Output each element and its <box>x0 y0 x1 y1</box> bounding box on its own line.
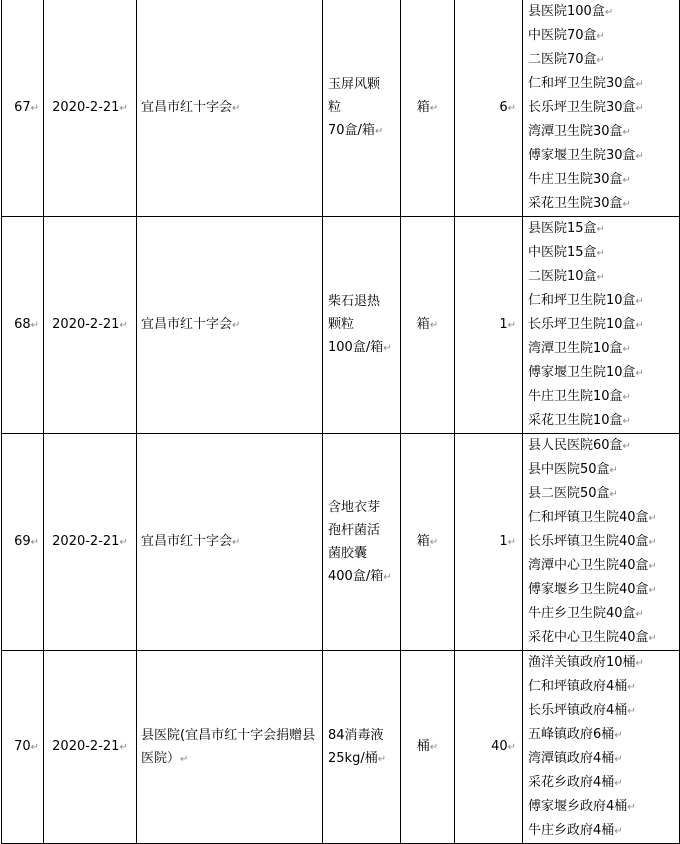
unit-cell-text: 箱 <box>416 534 430 549</box>
distribution-line <box>528 482 675 506</box>
row-number-text: 69 <box>14 534 31 549</box>
unit-cell <box>401 0 455 217</box>
distribution-line-text: 渔洋关镇政府10桶 <box>528 655 636 670</box>
item-line <box>328 496 398 519</box>
donor-text: 宜昌市红十字会 <box>141 534 233 549</box>
distribution-line <box>528 217 675 241</box>
distribution-line <box>528 265 675 289</box>
unit-cell-text: 箱 <box>416 100 430 115</box>
unit-cell-text: 桶 <box>416 739 430 754</box>
unit-cell <box>401 217 455 434</box>
distribution-line <box>528 506 675 530</box>
row-number-text: 68 <box>14 317 31 332</box>
distribution-line <box>528 24 675 48</box>
item-line <box>328 519 398 542</box>
distribution-line-text: 傅家堰乡卫生院40盒 <box>528 582 649 597</box>
paragraph-mark-icon: ↵ <box>614 826 623 837</box>
distribution-line-text: 二医院70盒 <box>528 52 597 67</box>
item-line-text: 100盒/箱 <box>328 340 384 355</box>
distribution-line <box>528 0 675 24</box>
distribution-cell <box>523 651 680 844</box>
table-row <box>2 651 680 844</box>
donor-text: 县医院(宜昌市红十字会捐赠县医院） <box>141 727 316 766</box>
paragraph-mark-icon: ↵ <box>635 658 644 669</box>
quantity-cell-text: 6 <box>499 100 508 115</box>
paragraph-mark-icon: ↵ <box>429 103 439 114</box>
distribution-line <box>528 626 675 650</box>
paragraph-mark-icon: ↵ <box>507 320 516 331</box>
donor-cell <box>137 0 323 217</box>
distribution-line <box>528 795 675 819</box>
distribution-line-text: 牛庄乡卫生院40盒 <box>528 606 636 621</box>
unit-cell <box>401 651 455 844</box>
paragraph-mark-icon: ↵ <box>383 571 392 583</box>
quantity-cell <box>455 217 523 434</box>
distribution-line <box>528 241 675 265</box>
donor-cell <box>137 217 323 434</box>
paragraph-mark-icon: ↵ <box>622 344 631 355</box>
paragraph-mark-icon: ↵ <box>596 31 605 42</box>
date-cell <box>44 217 137 434</box>
paragraph-mark-icon: ↵ <box>635 368 644 379</box>
row-number <box>2 0 44 217</box>
row-number <box>2 217 44 434</box>
paragraph-mark-icon: ↵ <box>180 753 189 765</box>
row-number <box>2 651 44 844</box>
item-line-text: 400盒/箱 <box>328 568 384 584</box>
distribution-line-text: 仁和坪卫生院30盒 <box>528 76 636 91</box>
item-line-text: 25kg/桶 <box>328 750 378 766</box>
row-number <box>2 434 44 651</box>
item-line <box>328 565 398 589</box>
unit-cell-text: 箱 <box>416 317 430 332</box>
item-line-text: 70盒/箱 <box>328 123 375 138</box>
distribution-line <box>528 192 675 216</box>
distribution-line <box>528 144 675 168</box>
distribution-line-text: 傅家堰卫生院30盒 <box>528 148 636 163</box>
distribution-line <box>528 120 675 144</box>
paragraph-mark-icon: ↵ <box>635 296 644 307</box>
date-cell-text: 2020-2-21 <box>52 534 120 549</box>
date-cell <box>44 434 137 651</box>
paragraph-mark-icon: ↵ <box>648 633 657 644</box>
paragraph-mark-icon: ↵ <box>119 742 128 753</box>
paragraph-mark-icon: ↵ <box>614 754 623 765</box>
paragraph-mark-icon: ↵ <box>635 79 644 90</box>
distribution-line-text: 采花卫生院10盒 <box>528 413 623 428</box>
paragraph-mark-icon: ↵ <box>604 7 614 18</box>
paragraph-mark-icon: ↵ <box>622 441 631 452</box>
item-line-text: 颗粒 <box>328 317 355 332</box>
distribution-line-text: 中医院70盒 <box>528 28 597 43</box>
table-row <box>2 217 680 434</box>
distribution-line <box>528 819 675 843</box>
paragraph-mark-icon: ↵ <box>30 320 39 331</box>
item-line-text: 粒 <box>328 100 342 115</box>
distribution-line-text: 仁和坪卫生院10盒 <box>528 293 636 308</box>
paragraph-mark-icon: ↵ <box>627 706 636 717</box>
distribution-line-text: 中医院15盒 <box>528 245 597 260</box>
quantity-cell <box>455 651 523 844</box>
distribution-line <box>528 289 675 313</box>
paragraph-mark-icon: ↵ <box>596 224 605 235</box>
row-number-text: 67 <box>14 100 31 115</box>
distribution-line-text: 湾潭中心卫生院40盒 <box>528 558 649 573</box>
donor-text: 宜昌市红十字会 <box>141 317 233 332</box>
distribution-line-text: 采花中心卫生院40盒 <box>528 630 649 645</box>
item-line-text: 含地衣芽 <box>328 499 381 515</box>
distribution-line <box>528 458 675 482</box>
paragraph-mark-icon: ↵ <box>429 320 439 331</box>
date-cell-text: 2020-2-21 <box>52 100 120 115</box>
donor-cell <box>137 651 323 844</box>
distribution-line-text: 县人民医院60盒 <box>528 438 623 453</box>
paragraph-mark-icon: ↵ <box>30 103 39 114</box>
distribution-line-text: 傅家堰乡政府4桶 <box>528 799 628 814</box>
distribution-line-text: 湾潭卫生院30盒 <box>528 124 623 139</box>
date-cell-text: 2020-2-21 <box>52 739 120 754</box>
item-line-text: 玉屏风颗 <box>328 77 381 92</box>
distribution-line <box>528 168 675 192</box>
distribution-line <box>528 651 675 675</box>
distribution-line-text: 牛庄卫生院10盒 <box>528 389 623 404</box>
paragraph-mark-icon: ↵ <box>596 272 605 283</box>
distribution-line <box>528 434 675 458</box>
distribution-line <box>528 723 675 747</box>
paragraph-mark-icon: ↵ <box>627 802 636 813</box>
paragraph-mark-icon: ↵ <box>232 103 241 114</box>
distribution-cell <box>523 434 680 651</box>
item-cell <box>323 434 401 651</box>
paragraph-mark-icon: ↵ <box>609 489 618 500</box>
distribution-line <box>528 72 675 96</box>
distribution-line <box>528 409 675 433</box>
paragraph-mark-icon: ↵ <box>635 609 644 620</box>
paragraph-mark-icon: ↵ <box>622 392 631 403</box>
distribution-cell <box>523 217 680 434</box>
paragraph-mark-icon: ↵ <box>635 103 644 114</box>
item-cell <box>323 0 401 217</box>
quantity-cell <box>455 434 523 651</box>
distribution-line-text: 湾潭卫生院10盒 <box>528 341 623 356</box>
paragraph-mark-icon: ↵ <box>232 537 241 548</box>
paragraph-mark-icon: ↵ <box>596 248 605 259</box>
distribution-line-text: 县医院15盒 <box>528 221 597 236</box>
distribution-line <box>528 361 675 385</box>
distribution-line-text: 长乐坪镇卫生院40盒 <box>528 534 649 549</box>
paragraph-mark-icon: ↵ <box>648 585 657 596</box>
paragraph-mark-icon: ↵ <box>507 537 516 548</box>
item-line <box>328 313 398 336</box>
item-line-text: 柴石退热 <box>328 294 381 309</box>
paragraph-mark-icon: ↵ <box>614 730 623 741</box>
distribution-line-text: 二医院10盒 <box>528 269 597 284</box>
distribution-line <box>528 96 675 120</box>
row-number-text: 70 <box>14 739 31 754</box>
item-line <box>328 747 398 771</box>
distribution-line <box>528 48 675 72</box>
item-line <box>328 96 398 119</box>
distribution-line-text: 仁和坪镇政府4桶 <box>528 679 628 694</box>
paragraph-mark-icon: ↵ <box>429 537 439 548</box>
paragraph-mark-icon: ↵ <box>648 537 657 548</box>
item-line <box>328 290 398 313</box>
date-cell <box>44 0 137 217</box>
item-line-text: 菌胶囊 <box>328 545 368 561</box>
paragraph-mark-icon: ↵ <box>374 126 384 137</box>
paragraph-mark-icon: ↵ <box>377 753 387 765</box>
item-line <box>328 724 398 747</box>
distribution-line-text: 县中医院50盒 <box>528 462 610 477</box>
paragraph-mark-icon: ↵ <box>622 127 631 138</box>
paragraph-mark-icon: ↵ <box>30 742 39 753</box>
paragraph-mark-icon: ↵ <box>232 320 241 331</box>
paragraph-mark-icon: ↵ <box>622 416 631 427</box>
donor-text: 宜昌市红十字会 <box>141 100 233 115</box>
paragraph-mark-icon: ↵ <box>30 537 39 548</box>
distribution-line-text: 县二医院50盒 <box>528 486 610 501</box>
paragraph-mark-icon: ↵ <box>622 199 631 210</box>
quantity-cell-text: 40 <box>491 739 508 754</box>
item-line <box>328 119 398 143</box>
distribution-table <box>1 0 680 844</box>
date-cell-text: 2020-2-21 <box>52 317 120 332</box>
paragraph-mark-icon: ↵ <box>429 742 439 753</box>
distribution-line <box>528 530 675 554</box>
item-line-text: 孢杆菌活 <box>328 522 381 538</box>
paragraph-mark-icon: ↵ <box>635 320 644 331</box>
distribution-line-text: 采花卫生院30盒 <box>528 196 623 211</box>
paragraph-mark-icon: ↵ <box>119 103 128 114</box>
distribution-line-text: 湾潭镇政府4桶 <box>528 751 615 766</box>
item-cell <box>323 651 401 844</box>
item-line-text: 84消毒液 <box>328 727 384 743</box>
paragraph-mark-icon: ↵ <box>648 513 657 524</box>
distribution-line-text: 五峰镇政府6桶 <box>528 727 615 742</box>
distribution-line <box>528 747 675 771</box>
table-row <box>2 0 680 217</box>
paragraph-mark-icon: ↵ <box>596 55 605 66</box>
item-line <box>328 336 398 360</box>
quantity-cell-text: 1 <box>499 534 508 549</box>
distribution-line-text: 长乐坪卫生院30盒 <box>528 100 636 115</box>
paragraph-mark-icon: ↵ <box>609 465 618 476</box>
unit-cell <box>401 434 455 651</box>
distribution-line-text: 长乐坪镇政府4桶 <box>528 703 628 718</box>
distribution-line-text: 采花乡政府4桶 <box>528 775 615 790</box>
distribution-line-text: 牛庄乡政府4桶 <box>528 823 615 838</box>
distribution-line-text: 长乐坪卫生院10盒 <box>528 317 636 332</box>
distribution-line-text: 仁和坪镇卫生院40盒 <box>528 510 649 525</box>
distribution-line <box>528 385 675 409</box>
distribution-line <box>528 313 675 337</box>
distribution-line <box>528 602 675 626</box>
item-cell <box>323 217 401 434</box>
paragraph-mark-icon: ↵ <box>622 175 631 186</box>
item-line <box>328 542 398 565</box>
distribution-line <box>528 337 675 361</box>
distribution-line <box>528 699 675 723</box>
distribution-line-text: 县医院100盒 <box>528 4 605 19</box>
distribution-line <box>528 771 675 795</box>
distribution-line <box>528 578 675 602</box>
paragraph-mark-icon: ↵ <box>119 537 128 548</box>
distribution-line <box>528 554 675 578</box>
paragraph-mark-icon: ↵ <box>383 343 392 354</box>
paragraph-mark-icon: ↵ <box>648 561 657 572</box>
paragraph-mark-icon: ↵ <box>507 742 516 753</box>
quantity-cell-text: 1 <box>499 317 508 332</box>
date-cell <box>44 651 137 844</box>
paragraph-mark-icon: ↵ <box>627 682 636 693</box>
paragraph-mark-icon: ↵ <box>614 778 623 789</box>
distribution-line <box>528 675 675 699</box>
donor-cell <box>137 434 323 651</box>
paragraph-mark-icon: ↵ <box>119 320 128 331</box>
table-row <box>2 434 680 651</box>
distribution-cell <box>523 0 680 217</box>
item-line <box>328 73 398 96</box>
quantity-cell <box>455 0 523 217</box>
distribution-line-text: 傅家堰卫生院10盒 <box>528 365 636 380</box>
paragraph-mark-icon: ↵ <box>507 103 516 114</box>
paragraph-mark-icon: ↵ <box>635 151 644 162</box>
distribution-line-text: 牛庄卫生院30盒 <box>528 172 623 187</box>
